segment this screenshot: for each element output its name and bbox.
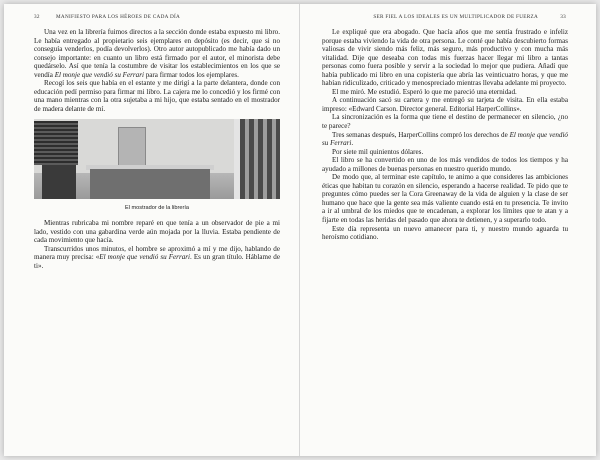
right-page-body	[322, 28, 568, 242]
figure-caption: El mostrador de la librería	[124, 205, 190, 212]
running-head: SER FIEL A LOS IDEALES ES UN MULTIPLICADOR DE FUERZA	[373, 14, 538, 20]
book-title: El monje que vendió su Ferrari	[54, 70, 144, 79]
page-number: 32	[34, 14, 40, 20]
book-title: El monje que vendió su Ferrari	[99, 253, 190, 262]
paragraph: La sincronización es la forma que tiene el destino de permanecer en silencio, ¿no te parece?	[322, 113, 568, 131]
paragraph: Transcurridos unos minutos, el hombre se aproximó a mí y me dijo, hablando de manera muy precisa: «El monje que vendió su Ferrari. Es un gran título. Háblame de ti».	[34, 244, 280, 270]
paragraph: Le expliqué que era abogado. Que hacía años que me sentía frustrado e infeliz porque estaba viviendo la vida de otra persona. Le conté que había descubierto formas valiosas de vivir siendo más feliz, más seguro, más productivo y con mucha más vitalidad. Dije que deseaba con todas mis fuerzas hacer llegar mi libro a tantas personas como fuera posible y servir a la sociedad lo mejor que pudiera. Añadí que había publicado mi libro en una copistería que abría las veinticuatro horas, y que me habían ridiculizado, criticado y menospreciado mientras llevaba adelante mi proyecto.	[322, 28, 568, 88]
running-head: MANIFIESTO PARA LOS HÉROES DE CADA DÍA	[56, 14, 181, 20]
paragraph: Por siete mil quinientos dólares.	[332, 147, 424, 156]
paragraph: Recogí los seis que había en el estante y me dirigí a la parte delantera, donde con educación pedí permiso para firmar mi libro. La cajera me lo concedió y los firmé con una mano mientras con la otra sujetaba a mi hijo, que estaba sentado en el mostrador de madera delante de mí.	[34, 79, 280, 113]
paragraph: El libro se ha convertido en uno de los más vendidos de todos los tiempos y ha ayudado a millones de buenas personas en nuestro querido mundo.	[322, 156, 568, 173]
paragraph: Mientras rubricaba mi nombre reparé en que tenía a un observador de pie a mi lado, vestido con una gabardina verde aún mojada por la lluvia. Estaba pendiente de cada movimiento que hacía.	[34, 219, 280, 245]
page-number: 33	[560, 14, 566, 20]
book-spread	[4, 4, 596, 456]
paragraph: Este día representa un nuevo amanecer para ti, y nuestro mundo aguarda tu heroísmo cotidiano.	[322, 224, 568, 242]
left-page	[4, 4, 300, 456]
right-page	[300, 4, 596, 456]
paragraph: Tres semanas después, HarperCollins compró los derechos de El monje que vendió su Ferrari.	[322, 130, 568, 148]
paragraph: De modo que, al terminar este capítulo, te animo a que consideres las ambiciones éticas que habitan tu corazón en silencio, esperando a hacerse realidad. Te pido que te preguntes cómo puedes ser la Cora Greenaway de la vida de alguien y la clase de ser humano que hace que la gente sea más valiente cuando está en tu presencia. Te invito a ir al umbral de los miedos que te encadenan, a explorar los límites que te atan y a fijarte en todas las heridas del pasado que ahora te detienen, y a superarlo todo.	[322, 173, 568, 225]
bookstore-counter-photo	[34, 119, 280, 199]
book-title: El monje que vendió su Ferrari	[322, 130, 568, 148]
paragraph: Una vez en la librería fuimos directos a la sección donde estaba expuesto mi libro. Le había entregado al propietario seis ejemplares en depósito (es decir, que si no conseguía venderlos, podía devolverlos). Otro autor autopublicado me había dado un consejo importante: en cuanto un libro está firmado por el autor, el minorista debe quedárselo. Así que tenía la costumbre de visitar los establecimientos en los que se vendía El monje que vendió su Ferrari para firmar todos los ejemplares.	[34, 28, 280, 79]
paragraph: El me miró. Me estudió. Esperó lo que me pareció una eternidad.	[332, 87, 517, 96]
left-page-body	[34, 28, 280, 270]
paragraph: A continuación sacó su cartera y me entregó su tarjeta de visita. En ella estaba impreso: «Edward Carson. Director general. Editorial HarperCollins».	[322, 96, 568, 113]
